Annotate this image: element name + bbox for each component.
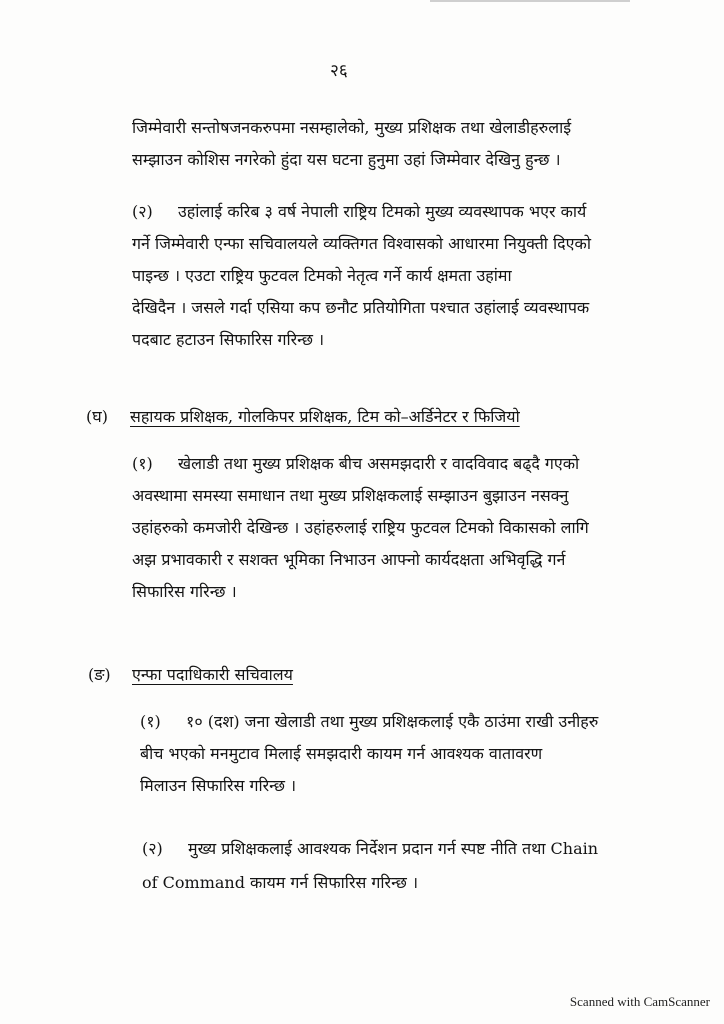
paragraph-line-first <box>140 706 672 738</box>
section-title: सहायक प्रशिक्षक, गोलकिपर प्रशिक्षक, टिम को–अर्डिनेटर र फिजियो <box>130 407 520 426</box>
paragraph-line: सिफारिस गरिन्छ । <box>132 582 237 601</box>
paragraph-2 <box>132 196 672 356</box>
section-nga-paragraph-1 <box>140 706 672 802</box>
section-nga-paragraph-2 <box>142 832 682 900</box>
paragraph-line: मिलाउन सिफारिस गरिन्छ । <box>140 776 297 795</box>
paragraph-line-first <box>142 832 682 866</box>
paragraph-line: of Command कायम गर्न सिफारिस गरिन्छ । <box>142 873 419 892</box>
paragraph-line: उहांहरुको कमजोरी देखिन्छ । उहांहरुलाई राष्ट्रिय फुटवल टिमको विकासको लागि <box>132 518 589 537</box>
section-title: एन्फा पदाधिकारी सचिवालय <box>132 665 293 684</box>
scan-edge-mark <box>430 0 630 2</box>
paragraph-line: पदबाट हटाउन सिफारिस गरिन्छ । <box>132 330 325 349</box>
paragraph-line: गर्ने जिम्मेवारी एन्फा सचिवालयले व्यक्तिगत विश्वासको आधारमा नियुक्ती दिएको <box>132 234 591 253</box>
paragraph-line-first <box>132 196 672 228</box>
paragraph-line: जिम्मेवारी सन्तोषजनकरुपमा नसम्हालेको, मुख्य प्रशिक्षक तथा खेलाडीहरुलाई <box>132 118 572 137</box>
scanner-watermark: Scanned with CamScanner <box>569 994 710 1009</box>
paragraph-line: सम्झाउन कोशिस नगरेको हुंदा यस घटना हुनुमा उहां जिम्मेवार देखिनु हुन्छ । <box>132 150 561 169</box>
section-marker: (ङ) <box>88 665 111 684</box>
paragraph-line-first <box>132 448 672 480</box>
paragraph-number: (२) <box>132 202 153 221</box>
section-gha-paragraph-1 <box>132 448 672 608</box>
paragraph-number: (१) <box>132 454 153 473</box>
section-marker: (घ) <box>86 407 108 426</box>
paragraph-line: पाइन्छ । एउटा राष्ट्रिय फुटवल टिमको नेतृत्व गर्ने कार्य क्षमता उहांमा <box>132 266 512 285</box>
paragraph-line: देखिदैन । जसले गर्दा एसिया कप छनौट प्रतियोगिता पश्चात उहांलाई व्यवस्थापक <box>132 298 590 317</box>
paragraph-line-text: उहांलाई करिब ३ वर्ष नेपाली राष्ट्रिय टिमको मुख्य व्यवस्थापक भएर कार्य <box>178 202 587 221</box>
section-heading-nga <box>88 664 293 686</box>
paragraph-line: अझ प्रभावकारी र सशक्त भूमिका निभाउन आफ्नो कार्यदक्षता अभिवृद्धि गर्न <box>132 550 566 569</box>
paragraph-line-text: खेलाडी तथा मुख्य प्रशिक्षक बीच असमझदारी र वादविवाद बढ्दै गएको <box>178 454 580 473</box>
paragraph-number: (२) <box>142 839 163 858</box>
paragraph-line: बीच भएको मनमुटाव मिलाई समझदारी कायम गर्न आवश्यक वातावरण <box>140 744 543 763</box>
intro-paragraph <box>132 112 672 176</box>
section-heading-gha <box>86 406 520 428</box>
paragraph-line-text: १० (दश) जना खेलाडी तथा मुख्य प्रशिक्षकलाई एकै ठाउंमा राखी उनीहरु <box>186 712 599 731</box>
paragraph-number: (१) <box>140 712 161 731</box>
page-number: २६ <box>330 61 348 81</box>
paragraph-line-text: मुख्य प्रशिक्षकलाई आवश्यक निर्देशन प्रदान गर्न स्पष्ट नीति तथा Chain <box>188 839 599 858</box>
paragraph-line: अवस्थामा समस्या समाधान तथा मुख्य प्रशिक्षकलाई सम्झाउन बुझाउन नसक्नु <box>132 486 569 505</box>
